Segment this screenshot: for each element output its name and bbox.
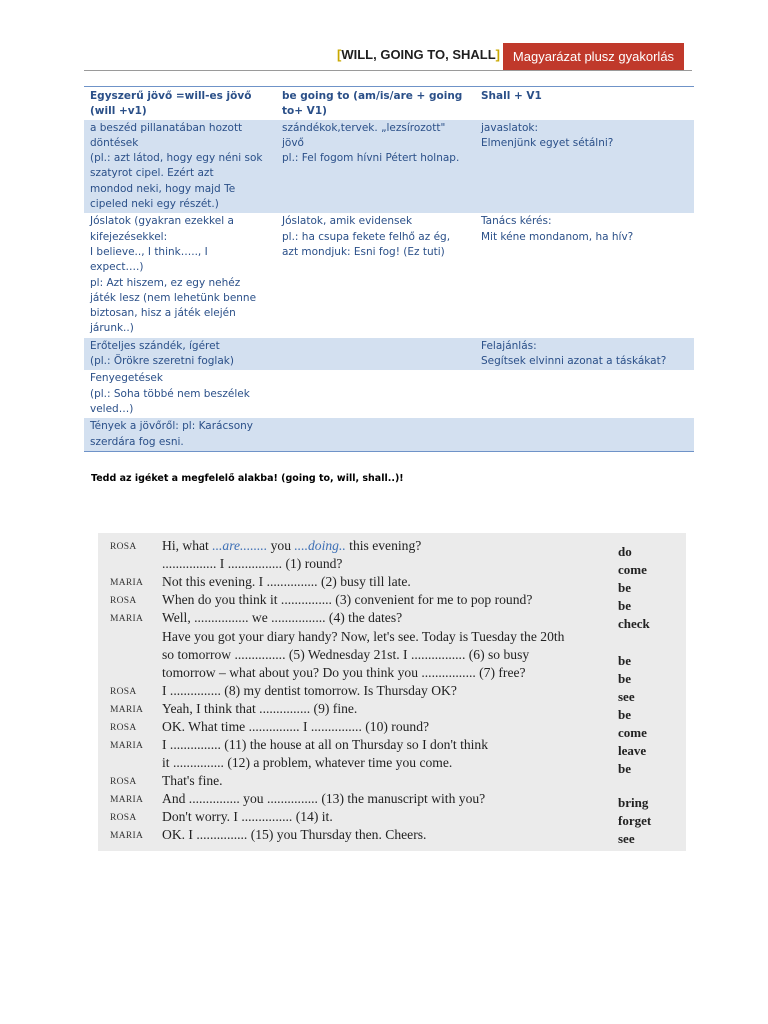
dialog-segment: you (267, 538, 295, 553)
dialog-line (98, 773, 686, 791)
speaker-label: ROSA (110, 596, 137, 606)
dialog-text: OK. What time ............... I ............... (10) round? (162, 719, 430, 734)
header-divider (84, 70, 692, 71)
dialog-text: so tomorrow ............... (5) Wednesday 21st. I ................ (6) so busy (162, 647, 530, 662)
table-cell (276, 370, 475, 418)
table-cell: Jóslatok, amik evidensek pl.: ha csupa fekete felhő az ég, azt mondjuk: Esni fog! (Ez tuti) (282, 215, 451, 258)
dialog-line (98, 719, 686, 740)
verb-prompt: come (618, 725, 647, 740)
header-tag: Magyarázat plusz gyakorlás (503, 43, 684, 70)
exercise-image (98, 533, 686, 851)
table-row (84, 120, 694, 214)
table-cell (475, 418, 694, 451)
table-cell: Erőteljes szándék, ígéret (pl.: Örökre szeretni foglak) (84, 338, 276, 371)
dialog-line (98, 755, 686, 776)
handwritten-answer: ....doing.. (294, 538, 346, 553)
dialog-text: That's fine. (162, 773, 223, 788)
speaker-label: MARIA (110, 705, 144, 715)
dialog-line (98, 791, 686, 809)
dialog-segment: this evening? (345, 538, 422, 553)
verb-prompt: be (618, 598, 631, 613)
dialog-line (98, 809, 686, 827)
table-row (84, 338, 694, 371)
table-cell: Tények a jövőről: pl: Karácsony szerdára fog esni. (84, 418, 276, 451)
dialog-text: Not this evening. I ............... (2) busy till late. (162, 574, 411, 589)
table-cell: a beszéd pillanatában hozott döntések (pl.: azt látod, hogy egy néni sok szatyrot cipel. Ezért azt mondod neki, hogy majd Te cipeled neki egy részét.) (84, 120, 276, 214)
speaker-label: MARIA (110, 795, 144, 805)
dialog-line (98, 701, 686, 722)
verb-prompt: see (618, 689, 635, 704)
dialog-line (98, 665, 686, 686)
dialog-text: Have you got your diary handy? Now, let's see. Today is Tuesday the 20th (162, 629, 565, 644)
verb-prompt: see (618, 831, 635, 846)
speaker-label: ROSA (110, 542, 137, 552)
table-row (84, 418, 694, 451)
verb-prompt: do (618, 544, 632, 559)
dialog-line (98, 647, 686, 668)
dialog-text: Yeah, I think that ............... (9) fine. (162, 701, 358, 716)
dialog-text: OK. I ............... (15) you Thursday then. Cheers. (162, 827, 427, 842)
table-row (84, 213, 694, 337)
dialog-line (98, 683, 686, 704)
dialog-text: Well, ................ we ................ (4) the dates? (162, 610, 403, 625)
dialog-text: ................ I ................ (1) round? (162, 556, 343, 571)
dialog-line (98, 610, 686, 631)
verb-prompt: come (618, 562, 647, 577)
dialog-line (98, 538, 686, 559)
speaker-label: MARIA (110, 578, 144, 588)
table-cell: Fenyegetések (pl.: Soha többé nem beszélek veled…) (90, 372, 250, 415)
dialog-text (162, 538, 421, 554)
dialog-line (98, 556, 686, 577)
grammar-table (84, 86, 694, 452)
speaker-label: MARIA (110, 741, 144, 751)
table-cell: javaslatok: Elmenjünk egyet sétálni? (475, 120, 694, 214)
speaker-label: ROSA (110, 723, 137, 733)
verb-prompt: check (618, 616, 650, 631)
header-going-to: be going to (am/is/are + going to+ V1) (276, 87, 475, 120)
dialog-text: Don't worry. I ............... (14) it. (162, 809, 333, 824)
dialog-text: it ............... (12) a problem, whatever time you come. (162, 755, 453, 770)
table-cell: Tanács kérés: Mit kéne mondanom, ha hív? (481, 215, 634, 243)
dialog-line (98, 574, 686, 595)
exercise-instruction: Tedd az igéket a megfelelő alakba! (going to, will, shall..)! (91, 473, 404, 484)
dialog-line (98, 629, 686, 647)
verb-prompt: forget (618, 813, 652, 828)
table-header-row (84, 87, 694, 120)
page-title (300, 47, 500, 62)
dialog-line (98, 827, 686, 845)
verb-prompt: be (618, 671, 631, 686)
verb-prompt: be (618, 707, 631, 722)
table-cell (276, 338, 475, 371)
table-row (84, 370, 694, 418)
verb-prompt: be (618, 653, 631, 668)
handwritten-answer: ...are........ (212, 538, 268, 553)
table-cell: Jóslatok (gyakran ezekkel a kifejezésekkel: I believe.., I think….., I expect….) pl: Azt hiszem, ez egy nehéz játék lesz (nem lehetünk benne biztosan, hisz a játék elején járunk..) (90, 215, 257, 335)
verb-prompt: bring (618, 795, 649, 810)
table-cell (276, 418, 475, 451)
dialog-text: I ............... (8) my dentist tomorrow. Is Thursday OK? (162, 683, 457, 698)
header-shall: Shall + V1 (475, 87, 694, 120)
dialog-text: I ............... (11) the house at all on Thursday so I don't think (162, 737, 489, 752)
verb-prompt: leave (618, 743, 647, 758)
speaker-label: ROSA (110, 687, 137, 697)
dialog-text: tomorrow – what about you? Do you think you ................ (7) free? (162, 665, 526, 680)
speaker-label: ROSA (110, 777, 137, 787)
speaker-label: MARIA (110, 831, 144, 841)
dialog-segment: Hi, what (162, 538, 213, 553)
bracket-close: ] (495, 47, 500, 62)
speaker-label: MARIA (110, 614, 144, 624)
dialog-text: And ............... you ............... (13) the manuscript with you? (162, 791, 486, 806)
title-text: WILL, GOING TO, SHALL (341, 47, 496, 62)
verb-prompt: be (618, 580, 631, 595)
table-cell (475, 370, 694, 418)
dialog-line (98, 592, 686, 613)
table-cell: Felajánlás: Segítsek elvinni azonat a táskákat? (475, 338, 694, 371)
dialog-text: When do you think it ............... (3) convenient for me to pop round? (162, 592, 533, 607)
table-cell: szándékok,tervek. „lezsírozott" jövő pl.: Fel fogom hívni Pétert holnap. (276, 120, 475, 214)
verb-prompt: be (618, 761, 631, 776)
header-will: Egyszerű jövő =will-es jövő (will +v1) (84, 87, 276, 120)
dialog-line (98, 737, 686, 758)
bracket-open: [ (337, 47, 342, 62)
speaker-label: ROSA (110, 813, 137, 823)
